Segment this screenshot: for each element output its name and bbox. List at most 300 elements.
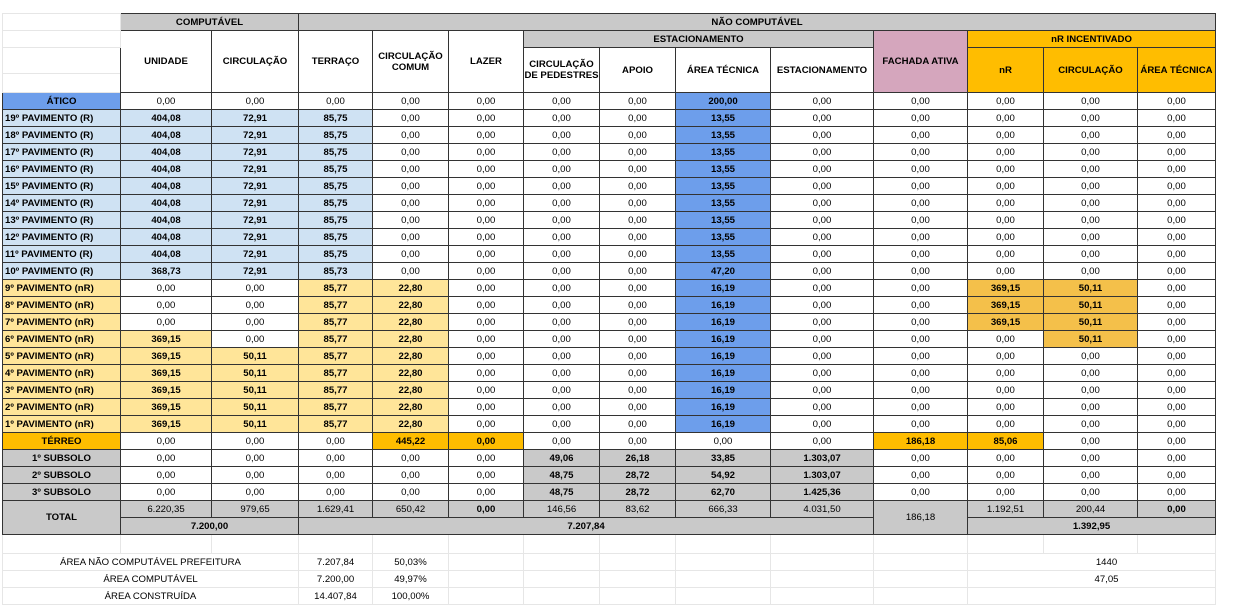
cell-lazer[interactable]: 0,00	[449, 246, 524, 263]
cell-circulacao[interactable]: 0,00	[212, 314, 299, 331]
subtotal-nr[interactable]: 1.392,95	[968, 518, 1216, 535]
cell-nr[interactable]: 0,00	[968, 212, 1044, 229]
row-label[interactable]: 18º PAVIMENTO (R)	[3, 127, 121, 144]
cell-fachada-ativa[interactable]: 0,00	[874, 263, 968, 280]
table-row[interactable]	[3, 144, 1216, 161]
cell-terraco[interactable]: 85,77	[299, 297, 373, 314]
cell-circulacao-comum[interactable]: 22,80	[373, 348, 449, 365]
cell-nr-area-tecnica[interactable]: 0,00	[1138, 229, 1216, 246]
table-row[interactable]	[3, 246, 1216, 263]
cell-nr-circulacao[interactable]: 0,00	[1044, 161, 1138, 178]
cell-terraco[interactable]: 85,77	[299, 348, 373, 365]
cell-lazer[interactable]: 0,00	[449, 450, 524, 467]
row-label[interactable]: 6º PAVIMENTO (nR)	[3, 331, 121, 348]
cell-circulacao-pedestres[interactable]: 0,00	[524, 212, 600, 229]
cell-nr-circulacao[interactable]: 50,11	[1044, 297, 1138, 314]
cell-circulacao-comum[interactable]: 0,00	[373, 263, 449, 280]
row-label[interactable]: 10º PAVIMENTO (R)	[3, 263, 121, 280]
cell-apoio[interactable]: 0,00	[600, 93, 676, 110]
cell-circulacao[interactable]: 72,91	[212, 212, 299, 229]
cell-terraco[interactable]: 0,00	[299, 484, 373, 501]
cell-fachada-ativa[interactable]: 0,00	[874, 246, 968, 263]
cell-circulacao-pedestres[interactable]: 0,00	[524, 433, 600, 450]
cell-apoio[interactable]: 26,18	[600, 450, 676, 467]
cell-nr-circulacao[interactable]: 0,00	[1044, 110, 1138, 127]
col-header-unidade[interactable]: UNIDADE	[121, 31, 212, 93]
empty-cell[interactable]	[449, 554, 524, 571]
cell-nr-area-tecnica[interactable]: 0,00	[1138, 93, 1216, 110]
cell-nr[interactable]: 0,00	[968, 161, 1044, 178]
cell-area-tecnica[interactable]: 54,92	[676, 467, 771, 484]
cell-area-tecnica[interactable]: 13,55	[676, 212, 771, 229]
empty-cell[interactable]	[874, 571, 968, 588]
cell-nr-area-tecnica[interactable]: 0,00	[1138, 467, 1216, 484]
cell-estacionamento[interactable]: 0,00	[771, 127, 874, 144]
total-row[interactable]	[3, 501, 1216, 518]
table-row[interactable]	[3, 161, 1216, 178]
cell-nr-circulacao[interactable]: 0,00	[1044, 365, 1138, 382]
cell-nr-area-tecnica[interactable]: 0,00	[1138, 144, 1216, 161]
cell-apoio[interactable]: 0,00	[600, 127, 676, 144]
cell-circulacao[interactable]: 0,00	[212, 450, 299, 467]
cell-estacionamento[interactable]: 0,00	[771, 348, 874, 365]
cell-circulacao[interactable]: 72,91	[212, 195, 299, 212]
cell-area-tecnica[interactable]: 16,19	[676, 280, 771, 297]
cell-lazer[interactable]: 0,00	[449, 161, 524, 178]
cell-circulacao-comum[interactable]: 0,00	[373, 93, 449, 110]
cell-circulacao[interactable]: 0,00	[212, 280, 299, 297]
cell-terraco[interactable]: 85,75	[299, 212, 373, 229]
cell-lazer[interactable]: 0,00	[449, 144, 524, 161]
cell-nr-area-tecnica[interactable]: 0,00	[1138, 280, 1216, 297]
cell-apoio[interactable]: 0,00	[600, 280, 676, 297]
header-nao-computavel[interactable]: NÃO COMPUTÁVEL	[299, 14, 1216, 31]
cell-circulacao-comum[interactable]: 0,00	[373, 195, 449, 212]
cell-circulacao-comum[interactable]: 22,80	[373, 382, 449, 399]
table-row[interactable]	[3, 365, 1216, 382]
cell-unidade[interactable]: 369,15	[121, 331, 212, 348]
empty-cell[interactable]	[600, 571, 676, 588]
table-row[interactable]	[3, 467, 1216, 484]
cell-nr[interactable]: 0,00	[968, 450, 1044, 467]
table-row[interactable]	[3, 127, 1216, 144]
total-area-tecnica[interactable]: 666,33	[676, 501, 771, 518]
col-header-circulacao-comum[interactable]: CIRCULAÇÃO COMUM	[373, 31, 449, 93]
empty-cell[interactable]	[524, 588, 600, 605]
cell-fachada-ativa[interactable]: 0,00	[874, 450, 968, 467]
cell-nr-area-tecnica[interactable]: 0,00	[1138, 297, 1216, 314]
cell-circulacao-comum[interactable]: 22,80	[373, 399, 449, 416]
cell-fachada-ativa[interactable]: 186,18	[874, 433, 968, 450]
cell-nr[interactable]: 0,00	[968, 144, 1044, 161]
corner-cell[interactable]	[3, 31, 121, 48]
cell-nr-circulacao[interactable]: 0,00	[1044, 433, 1138, 450]
cell-nr-circulacao[interactable]: 50,11	[1044, 331, 1138, 348]
cell-unidade[interactable]: 404,08	[121, 127, 212, 144]
row-label[interactable]: 13º PAVIMENTO (R)	[3, 212, 121, 229]
cell-circulacao-comum[interactable]: 0,00	[373, 450, 449, 467]
row-label[interactable]: TÉRREO	[3, 433, 121, 450]
cell-circulacao[interactable]: 0,00	[212, 331, 299, 348]
total-label[interactable]: TOTAL	[3, 501, 121, 535]
cell-circulacao[interactable]: 72,91	[212, 263, 299, 280]
cell-apoio[interactable]: 0,00	[600, 161, 676, 178]
cell-unidade[interactable]: 404,08	[121, 212, 212, 229]
cell-estacionamento[interactable]: 1.303,07	[771, 467, 874, 484]
cell-circulacao-comum[interactable]: 0,00	[373, 144, 449, 161]
empty-cell[interactable]	[299, 535, 373, 554]
total-circulacao-comum[interactable]: 650,42	[373, 501, 449, 518]
cell-estacionamento[interactable]: 1.425,36	[771, 484, 874, 501]
cell-unidade[interactable]: 404,08	[121, 144, 212, 161]
cell-circulacao-comum[interactable]: 22,80	[373, 331, 449, 348]
cell-unidade[interactable]: 404,08	[121, 161, 212, 178]
cell-fachada-ativa[interactable]: 0,00	[874, 212, 968, 229]
corner-cell[interactable]	[3, 48, 121, 74]
cell-lazer[interactable]: 0,00	[449, 314, 524, 331]
cell-nr-area-tecnica[interactable]: 0,00	[1138, 178, 1216, 195]
empty-cell[interactable]	[121, 535, 212, 554]
cell-nr-area-tecnica[interactable]: 0,00	[1138, 110, 1216, 127]
total-apoio[interactable]: 83,62	[600, 501, 676, 518]
cell-nr-circulacao[interactable]: 50,11	[1044, 314, 1138, 331]
table-row[interactable]	[3, 93, 1216, 110]
cell-apoio[interactable]: 0,00	[600, 382, 676, 399]
cell-fachada-ativa[interactable]: 0,00	[874, 297, 968, 314]
cell-circulacao-comum[interactable]: 0,00	[373, 484, 449, 501]
cell-terraco[interactable]: 0,00	[299, 433, 373, 450]
cell-fachada-ativa[interactable]: 0,00	[874, 348, 968, 365]
empty-cell[interactable]	[676, 535, 771, 554]
cell-circulacao-comum[interactable]: 22,80	[373, 365, 449, 382]
cell-nr-area-tecnica[interactable]: 0,00	[1138, 246, 1216, 263]
cell-estacionamento[interactable]: 1.303,07	[771, 450, 874, 467]
cell-lazer[interactable]: 0,00	[449, 416, 524, 433]
empty-cell[interactable]	[449, 535, 524, 554]
cell-nr-circulacao[interactable]: 0,00	[1044, 229, 1138, 246]
cell-lazer[interactable]: 0,00	[449, 93, 524, 110]
cell-apoio[interactable]: 0,00	[600, 433, 676, 450]
cell-circulacao-pedestres[interactable]: 0,00	[524, 93, 600, 110]
cell-estacionamento[interactable]: 0,00	[771, 331, 874, 348]
cell-circulacao[interactable]: 72,91	[212, 127, 299, 144]
cell-area-tecnica[interactable]: 13,55	[676, 110, 771, 127]
empty-cell[interactable]	[676, 588, 771, 605]
row-label[interactable]: 11º PAVIMENTO (R)	[3, 246, 121, 263]
cell-area-tecnica[interactable]: 47,20	[676, 263, 771, 280]
spacer-row[interactable]	[3, 535, 1216, 554]
cell-estacionamento[interactable]: 0,00	[771, 314, 874, 331]
total-nr-circulacao[interactable]: 200,44	[1044, 501, 1138, 518]
cell-nr-area-tecnica[interactable]: 0,00	[1138, 484, 1216, 501]
total-terraco[interactable]: 1.629,41	[299, 501, 373, 518]
cell-terraco[interactable]: 85,75	[299, 144, 373, 161]
cell-nr[interactable]: 0,00	[968, 178, 1044, 195]
summary-pct[interactable]: 50,03%	[373, 554, 449, 571]
row-label[interactable]: 5º PAVIMENTO (nR)	[3, 348, 121, 365]
cell-nr-circulacao[interactable]: 0,00	[1044, 93, 1138, 110]
col-header-apoio[interactable]: APOIO	[600, 48, 676, 93]
empty-cell[interactable]	[600, 588, 676, 605]
table-row[interactable]	[3, 348, 1216, 365]
total-fachada-ativa[interactable]: 186,18	[874, 501, 968, 535]
cell-fachada-ativa[interactable]: 0,00	[874, 484, 968, 501]
cell-nr-area-tecnica[interactable]: 0,00	[1138, 399, 1216, 416]
row-label[interactable]: 12º PAVIMENTO (R)	[3, 229, 121, 246]
total-nr[interactable]: 1.192,51	[968, 501, 1044, 518]
total-estacionamento[interactable]: 4.031,50	[771, 501, 874, 518]
cell-nr[interactable]: 369,15	[968, 314, 1044, 331]
cell-lazer[interactable]: 0,00	[449, 263, 524, 280]
cell-terraco[interactable]: 85,75	[299, 127, 373, 144]
empty-cell[interactable]	[524, 554, 600, 571]
summary-extra[interactable]	[968, 588, 1216, 605]
cell-circulacao[interactable]: 0,00	[212, 484, 299, 501]
cell-circulacao-comum[interactable]: 0,00	[373, 229, 449, 246]
cell-terraco[interactable]: 85,75	[299, 229, 373, 246]
cell-estacionamento[interactable]: 0,00	[771, 416, 874, 433]
cell-estacionamento[interactable]: 0,00	[771, 178, 874, 195]
cell-lazer[interactable]: 0,00	[449, 195, 524, 212]
cell-lazer[interactable]: 0,00	[449, 365, 524, 382]
col-header-nr-circulacao[interactable]: CIRCULAÇÃO	[1044, 48, 1138, 93]
cell-circulacao-pedestres[interactable]: 48,75	[524, 484, 600, 501]
cell-nr-area-tecnica[interactable]: 0,00	[1138, 416, 1216, 433]
cell-fachada-ativa[interactable]: 0,00	[874, 144, 968, 161]
row-label[interactable]: 8º PAVIMENTO (nR)	[3, 297, 121, 314]
cell-fachada-ativa[interactable]: 0,00	[874, 314, 968, 331]
row-label[interactable]: 2º PAVIMENTO (nR)	[3, 399, 121, 416]
cell-circulacao-comum[interactable]: 22,80	[373, 280, 449, 297]
row-label[interactable]: 19º PAVIMENTO (R)	[3, 110, 121, 127]
cell-nr-circulacao[interactable]: 0,00	[1044, 382, 1138, 399]
summary-label[interactable]: ÁREA COMPUTÁVEL	[3, 571, 299, 588]
cell-area-tecnica[interactable]: 200,00	[676, 93, 771, 110]
cell-circulacao[interactable]: 72,91	[212, 246, 299, 263]
cell-nr-circulacao[interactable]: 0,00	[1044, 467, 1138, 484]
row-label[interactable]: ÁTICO	[3, 93, 121, 110]
cell-apoio[interactable]: 0,00	[600, 195, 676, 212]
col-header-lazer[interactable]: LAZER	[449, 31, 524, 93]
cell-circulacao[interactable]: 50,11	[212, 365, 299, 382]
cell-estacionamento[interactable]: 0,00	[771, 297, 874, 314]
cell-lazer[interactable]: 0,00	[449, 297, 524, 314]
cell-area-tecnica[interactable]: 16,19	[676, 382, 771, 399]
cell-nr[interactable]: 0,00	[968, 331, 1044, 348]
cell-terraco[interactable]: 0,00	[299, 467, 373, 484]
cell-nr-circulacao[interactable]: 0,00	[1044, 416, 1138, 433]
cell-terraco[interactable]: 85,77	[299, 416, 373, 433]
cell-fachada-ativa[interactable]: 0,00	[874, 93, 968, 110]
cell-unidade[interactable]: 369,15	[121, 399, 212, 416]
summary-value[interactable]: 7.200,00	[299, 571, 373, 588]
cell-nr-circulacao[interactable]: 0,00	[1044, 348, 1138, 365]
cell-circulacao-comum[interactable]: 0,00	[373, 161, 449, 178]
summary-pct[interactable]: 49,97%	[373, 571, 449, 588]
cell-area-tecnica[interactable]: 16,19	[676, 416, 771, 433]
cell-apoio[interactable]: 0,00	[600, 297, 676, 314]
cell-circulacao-pedestres[interactable]: 0,00	[524, 399, 600, 416]
cell-lazer[interactable]: 0,00	[449, 331, 524, 348]
row-label[interactable]: 17º PAVIMENTO (R)	[3, 144, 121, 161]
cell-apoio[interactable]: 0,00	[600, 348, 676, 365]
row-label[interactable]: 4º PAVIMENTO (nR)	[3, 365, 121, 382]
cell-apoio[interactable]: 0,00	[600, 263, 676, 280]
cell-estacionamento[interactable]: 0,00	[771, 110, 874, 127]
cell-apoio[interactable]: 0,00	[600, 178, 676, 195]
cell-circulacao[interactable]: 0,00	[212, 297, 299, 314]
cell-lazer[interactable]: 0,00	[449, 229, 524, 246]
cell-terraco[interactable]: 0,00	[299, 450, 373, 467]
cell-nr[interactable]: 0,00	[968, 127, 1044, 144]
empty-cell[interactable]	[874, 588, 968, 605]
col-header-terraco[interactable]: TERRAÇO	[299, 31, 373, 93]
total-unidade[interactable]: 6.220,35	[121, 501, 212, 518]
empty-cell[interactable]	[449, 571, 524, 588]
col-header-fachada-ativa[interactable]: FACHADA ATIVA	[874, 31, 968, 93]
cell-circulacao-pedestres[interactable]: 0,00	[524, 297, 600, 314]
cell-unidade[interactable]: 0,00	[121, 450, 212, 467]
cell-nr-circulacao[interactable]: 0,00	[1044, 484, 1138, 501]
cell-unidade[interactable]: 404,08	[121, 195, 212, 212]
summary-label[interactable]: ÁREA CONSTRUÍDA	[3, 588, 299, 605]
cell-nr-area-tecnica[interactable]: 0,00	[1138, 263, 1216, 280]
cell-terraco[interactable]: 85,77	[299, 399, 373, 416]
header-estacionamento[interactable]: ESTACIONAMENTO	[524, 31, 874, 48]
cell-nr-circulacao[interactable]: 50,11	[1044, 280, 1138, 297]
cell-estacionamento[interactable]: 0,00	[771, 280, 874, 297]
cell-estacionamento[interactable]: 0,00	[771, 263, 874, 280]
cell-fachada-ativa[interactable]: 0,00	[874, 161, 968, 178]
cell-nr-circulacao[interactable]: 0,00	[1044, 178, 1138, 195]
cell-nr[interactable]: 0,00	[968, 399, 1044, 416]
cell-fachada-ativa[interactable]: 0,00	[874, 382, 968, 399]
cell-area-tecnica[interactable]: 13,55	[676, 144, 771, 161]
cell-unidade[interactable]: 404,08	[121, 229, 212, 246]
cell-apoio[interactable]: 0,00	[600, 331, 676, 348]
cell-lazer[interactable]: 0,00	[449, 467, 524, 484]
cell-apoio[interactable]: 28,72	[600, 484, 676, 501]
cell-nr[interactable]: 369,15	[968, 297, 1044, 314]
cell-terraco[interactable]: 85,75	[299, 161, 373, 178]
cell-unidade[interactable]: 0,00	[121, 93, 212, 110]
cell-nr[interactable]: 0,00	[968, 467, 1044, 484]
total-lazer[interactable]: 0,00	[449, 501, 524, 518]
cell-lazer[interactable]: 0,00	[449, 433, 524, 450]
cell-estacionamento[interactable]: 0,00	[771, 365, 874, 382]
summary-extra[interactable]: 1440	[968, 554, 1216, 571]
cell-area-tecnica[interactable]: 13,55	[676, 178, 771, 195]
cell-apoio[interactable]: 0,00	[600, 416, 676, 433]
cell-nr-area-tecnica[interactable]: 0,00	[1138, 450, 1216, 467]
cell-unidade[interactable]: 404,08	[121, 246, 212, 263]
cell-circulacao[interactable]: 50,11	[212, 382, 299, 399]
cell-unidade[interactable]: 369,15	[121, 365, 212, 382]
cell-fachada-ativa[interactable]: 0,00	[874, 365, 968, 382]
cell-nr[interactable]: 0,00	[968, 365, 1044, 382]
cell-lazer[interactable]: 0,00	[449, 484, 524, 501]
cell-circulacao[interactable]: 50,11	[212, 416, 299, 433]
cell-lazer[interactable]: 0,00	[449, 127, 524, 144]
cell-terraco[interactable]: 85,77	[299, 331, 373, 348]
table-row[interactable]	[3, 263, 1216, 280]
row-label[interactable]: 1º PAVIMENTO (nR)	[3, 416, 121, 433]
cell-unidade[interactable]: 0,00	[121, 484, 212, 501]
cell-circulacao[interactable]: 72,91	[212, 161, 299, 178]
row-label[interactable]: 15º PAVIMENTO (R)	[3, 178, 121, 195]
cell-lazer[interactable]: 0,00	[449, 382, 524, 399]
cell-estacionamento[interactable]: 0,00	[771, 433, 874, 450]
cell-nr-circulacao[interactable]: 0,00	[1044, 212, 1138, 229]
empty-cell[interactable]	[771, 554, 874, 571]
table-row[interactable]	[3, 399, 1216, 416]
cell-apoio[interactable]: 28,72	[600, 467, 676, 484]
total-circulacao-pedestres[interactable]: 146,56	[524, 501, 600, 518]
cell-area-tecnica[interactable]: 16,19	[676, 348, 771, 365]
cell-fachada-ativa[interactable]: 0,00	[874, 127, 968, 144]
empty-cell[interactable]	[3, 535, 121, 554]
corner-cell[interactable]	[3, 73, 121, 93]
cell-apoio[interactable]: 0,00	[600, 144, 676, 161]
summary-pct[interactable]: 100,00%	[373, 588, 449, 605]
cell-circulacao-pedestres[interactable]: 0,00	[524, 178, 600, 195]
cell-nr-circulacao[interactable]: 0,00	[1044, 450, 1138, 467]
cell-terraco[interactable]: 85,75	[299, 178, 373, 195]
cell-lazer[interactable]: 0,00	[449, 399, 524, 416]
cell-estacionamento[interactable]: 0,00	[771, 382, 874, 399]
cell-circulacao[interactable]: 50,11	[212, 399, 299, 416]
cell-area-tecnica[interactable]: 16,19	[676, 297, 771, 314]
cell-estacionamento[interactable]: 0,00	[771, 93, 874, 110]
cell-fachada-ativa[interactable]: 0,00	[874, 416, 968, 433]
cell-circulacao[interactable]: 72,91	[212, 144, 299, 161]
cell-nr-circulacao[interactable]: 0,00	[1044, 246, 1138, 263]
cell-estacionamento[interactable]: 0,00	[771, 161, 874, 178]
cell-nr[interactable]: 0,00	[968, 246, 1044, 263]
subtotal-row[interactable]	[3, 518, 1216, 535]
cell-area-tecnica[interactable]: 62,70	[676, 484, 771, 501]
subtotal-nao-computavel[interactable]: 7.207,84	[299, 518, 874, 535]
cell-unidade[interactable]: 404,08	[121, 178, 212, 195]
col-header-nr-area-tecnica[interactable]: ÁREA TÉCNICA	[1138, 48, 1216, 93]
empty-cell[interactable]	[524, 535, 600, 554]
cell-circulacao-comum[interactable]: 0,00	[373, 246, 449, 263]
cell-nr[interactable]: 0,00	[968, 93, 1044, 110]
cell-circulacao-comum[interactable]: 0,00	[373, 110, 449, 127]
cell-area-tecnica[interactable]: 0,00	[676, 433, 771, 450]
cell-terraco[interactable]: 85,73	[299, 263, 373, 280]
cell-fachada-ativa[interactable]: 0,00	[874, 467, 968, 484]
empty-cell[interactable]	[1044, 535, 1138, 554]
cell-circulacao-pedestres[interactable]: 0,00	[524, 365, 600, 382]
cell-circulacao[interactable]: 0,00	[212, 467, 299, 484]
empty-cell[interactable]	[676, 554, 771, 571]
cell-nr-area-tecnica[interactable]: 0,00	[1138, 127, 1216, 144]
table-row[interactable]	[3, 212, 1216, 229]
cell-lazer[interactable]: 0,00	[449, 110, 524, 127]
cell-nr-area-tecnica[interactable]: 0,00	[1138, 212, 1216, 229]
cell-circulacao-pedestres[interactable]: 0,00	[524, 195, 600, 212]
cell-nr[interactable]: 0,00	[968, 348, 1044, 365]
col-header-area-tecnica[interactable]: ÁREA TÉCNICA	[676, 48, 771, 93]
cell-unidade[interactable]: 0,00	[121, 314, 212, 331]
table-row[interactable]	[3, 450, 1216, 467]
cell-terraco[interactable]: 85,77	[299, 314, 373, 331]
cell-estacionamento[interactable]: 0,00	[771, 246, 874, 263]
row-label[interactable]: 7º PAVIMENTO (nR)	[3, 314, 121, 331]
summary-row[interactable]	[3, 588, 1216, 605]
total-nr-area-tecnica[interactable]: 0,00	[1138, 501, 1216, 518]
